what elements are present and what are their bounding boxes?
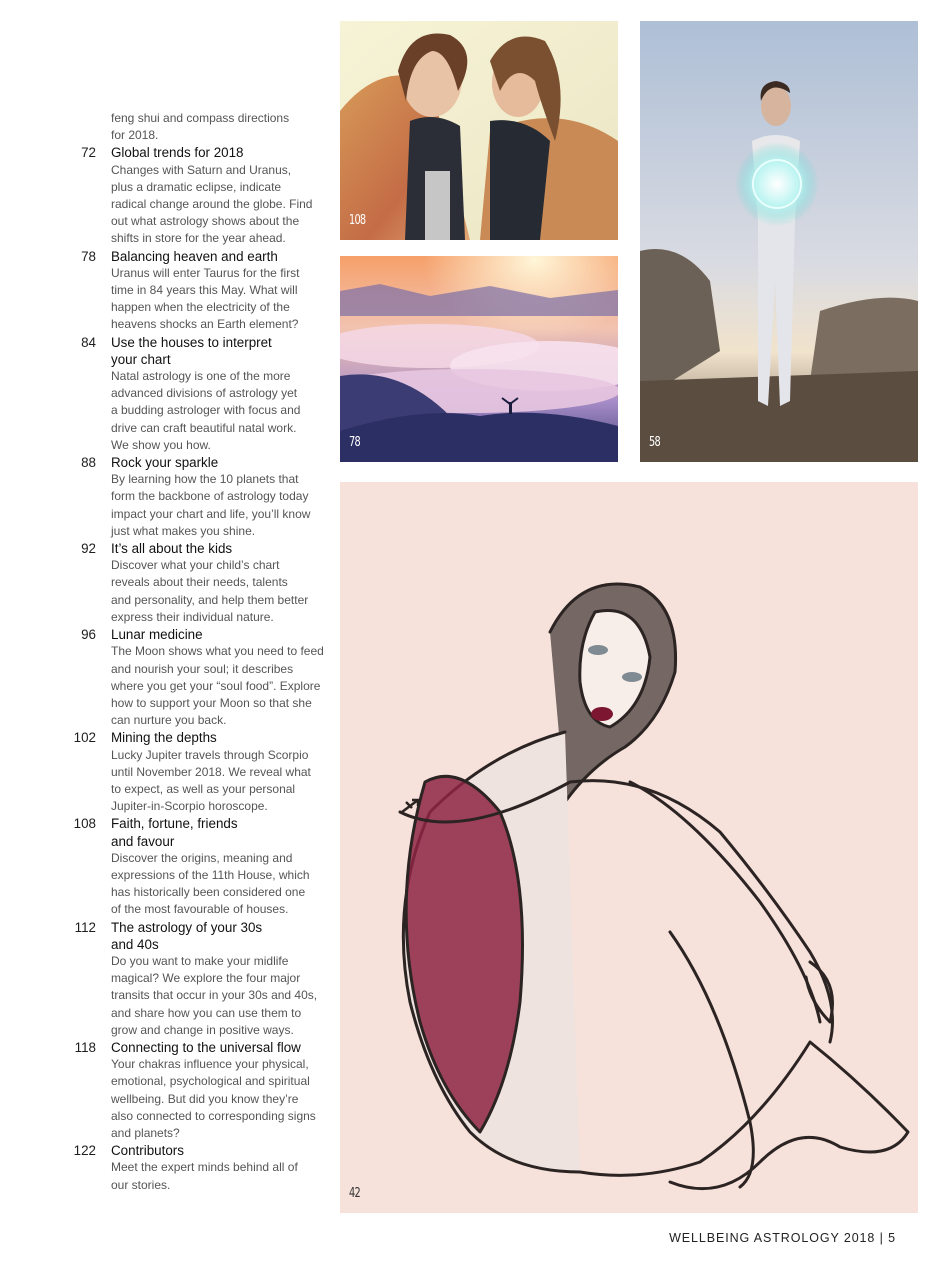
toc-entry-description: Discover what your child’s chart reveals about their needs, talents and personality, and help them better express their individual nature. — [111, 558, 309, 624]
toc-entry-description: Meet the expert minds behind all of our stories. — [111, 1160, 298, 1192]
toc-entry — [60, 144, 330, 247]
toc-entry-body — [111, 1142, 326, 1194]
toc-entry-description: The Moon shows what you need to feed and nourish your soul; it describes where you get your “soul food”. Explore how to support your Moon so that she can nurture you back. — [111, 644, 324, 728]
toc-entry-title: Rock your sparkle — [111, 455, 219, 471]
toc-page-number: 84 — [81, 334, 96, 350]
toc-page-number: 92 — [81, 541, 96, 557]
toc-entry-body — [111, 144, 326, 247]
illustration-page-label: 42 — [349, 1186, 360, 1201]
toc-entry-body — [111, 729, 326, 815]
toc-entry-description: Changes with Saturn and Uranus, plus a dramatic eclipse, indicate radical change around the globe. Find out what astrology shows about the shifts in store for the year ahead. — [111, 162, 313, 246]
toc-entry — [60, 248, 330, 334]
toc-entries — [60, 144, 330, 1193]
toc-entry-description: Lucky Jupiter travels through Scorpio until November 2018. We reveal what to expect, as well as your personal Jupiter-in-Scorpio horoscope. — [111, 747, 311, 814]
toc-entry-title: Global trends for 2018 — [111, 145, 244, 161]
toc-page-number: 112 — [74, 919, 96, 935]
toc-page-number: 78 — [81, 248, 96, 264]
toc-entry — [60, 919, 330, 1039]
toc-entry-body — [111, 454, 326, 540]
toc-entry — [60, 540, 330, 626]
toc-entry-body — [111, 1039, 326, 1142]
toc-page-number: 122 — [73, 1143, 96, 1159]
toc-entry-description: Uranus will enter Taurus for the first time in 84 years this May. What will happen when the electricity of the heavens shocks an Earth element? — [111, 265, 300, 332]
toc-entry-title: Lunar medicine — [111, 627, 203, 643]
toc-entry-title: Faith, fortune, friends and favour — [111, 816, 238, 849]
toc-entry — [60, 815, 330, 918]
toc-entry-title: Contributors — [111, 1143, 184, 1159]
toc-page-number: 96 — [81, 627, 96, 643]
toc-entry-body — [111, 540, 326, 626]
photo-page-label: 58 — [649, 435, 660, 450]
toc-entry-body — [111, 248, 326, 334]
photo-clouds — [340, 256, 618, 462]
toc-entry-body — [111, 919, 326, 1039]
toc-page-number: 102 — [73, 730, 96, 746]
toc-entry-body — [111, 334, 326, 454]
photo-friends — [340, 21, 618, 240]
toc-entry-body — [111, 626, 326, 729]
toc-page-number: 108 — [73, 816, 96, 832]
toc-entry-description: Your chakras influence your physical, emotional, psychological and spiritual wellbeing. But did you know they’re also connected to corresponding signs and planets? — [111, 1057, 316, 1140]
toc-entry — [60, 454, 330, 540]
toc-entry-description: Natal astrology is one of the more advanced divisions of astrology yet a budding astrologer with focus and drive can craft beautiful natal work. We show you how. — [111, 369, 301, 452]
toc-page-number: 88 — [81, 455, 96, 471]
toc-entry-body — [111, 815, 326, 918]
toc-page-number: 118 — [74, 1039, 96, 1055]
page-footer: WELLBEING ASTROLOGY 2018 | 5 — [669, 1231, 896, 1245]
toc-page-number: 72 — [81, 145, 96, 161]
table-of-contents — [60, 110, 330, 1194]
photo-page-label: 108 — [349, 213, 366, 228]
toc-entry — [60, 334, 330, 454]
toc-entry-description: Do you want to make your midlife magical? We explore the four major transits that occur in your 30s and 40s, and share how you can use them to grow and change in positive ways. — [111, 953, 318, 1037]
toc-entry — [60, 1142, 330, 1194]
photo-page-label: 78 — [349, 435, 360, 450]
toc-entry-description: By learning how the 10 planets that form the backbone of astrology today impact your chart and life, you’ll know just what makes you shine. — [111, 472, 311, 538]
toc-entry-description: Discover the origins, meaning and expressions of the 11th House, which has historically been considered one of the most favourable of houses. — [111, 850, 310, 917]
toc-entry-title: Connecting to the universal flow — [111, 1039, 301, 1055]
toc-entry — [60, 729, 330, 815]
toc-entry — [60, 1039, 330, 1142]
photo-orb-woman — [640, 21, 918, 462]
toc-entry-title: Mining the depths — [111, 730, 217, 746]
toc-entry — [60, 626, 330, 729]
toc-lead-text: feng shui and compass directions for 2018. — [111, 111, 290, 143]
toc-entry-title: It’s all about the kids — [111, 541, 233, 557]
illustration-seated-woman — [340, 482, 918, 1213]
toc-entry-title: Use the houses to interpret your chart — [111, 334, 272, 367]
toc-entry-title: Balancing heaven and earth — [111, 248, 278, 264]
toc-entry-title: The astrology of your 30s and 40s — [111, 919, 263, 952]
